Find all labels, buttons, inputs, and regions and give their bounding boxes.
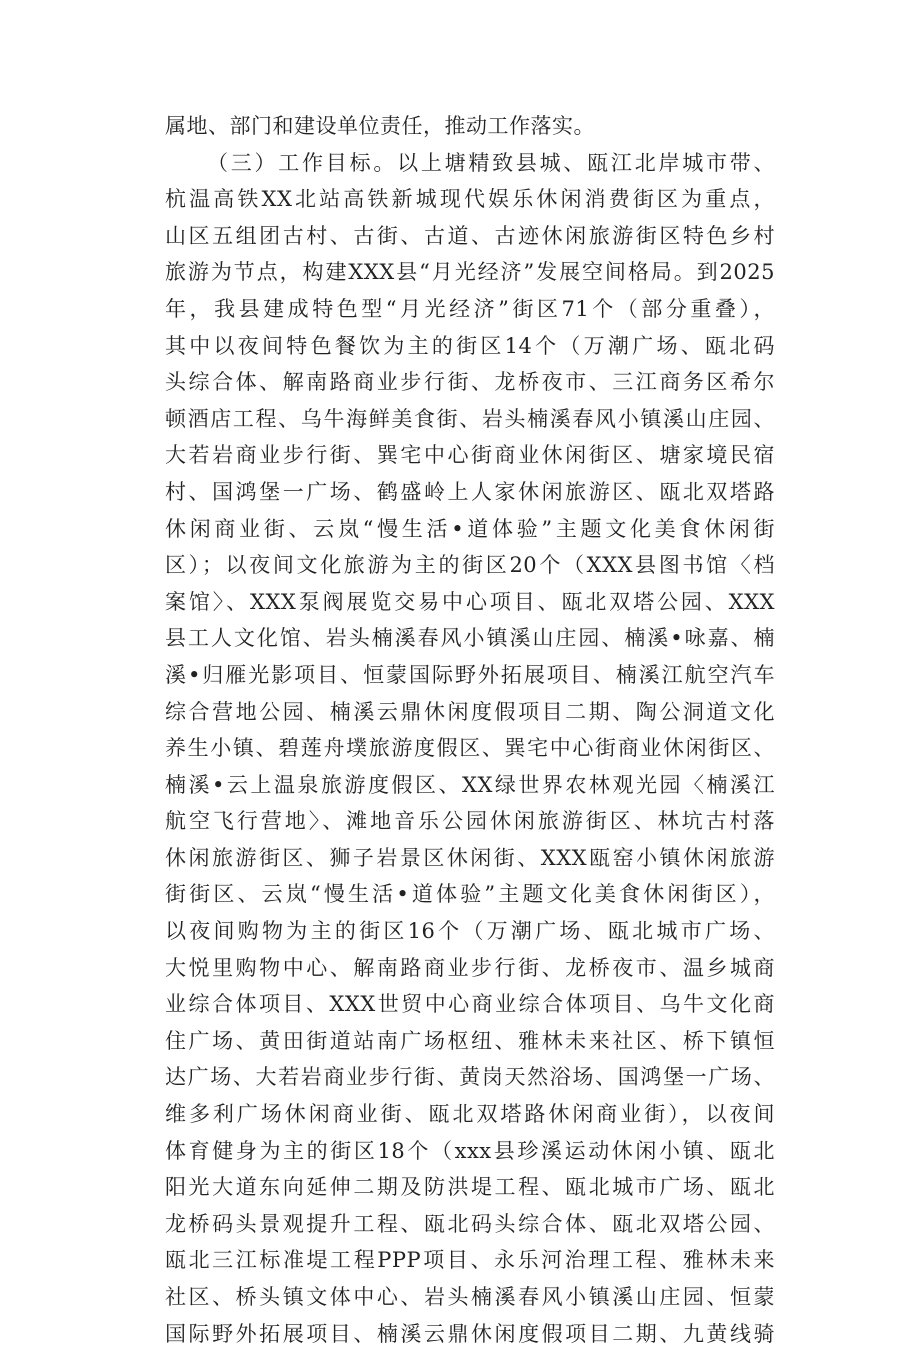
text-line: 大若岩商业步行街、巽宅中心街商业休闲街区、塘家境民宿 (165, 443, 775, 468)
text-line: 其中以夜间特色餐饮为主的街区14个（万潮广场、瓯北码 (165, 333, 775, 358)
body-text (165, 108, 775, 1352)
text-line: 头综合体、解南路商业步行街、龙桥夜市、三江商务区希尔 (165, 370, 775, 395)
text-line: 旅游为节点，构建XXX县“月光经济”发展空间格局。到2025 (165, 260, 775, 285)
text-line: 龙桥码头景观提升工程、瓯北码头综合体、瓯北双塔公园、 (165, 1211, 775, 1236)
text-line: 阳光大道东向延伸二期及防洪堤工程、瓯北城市广场、瓯北 (165, 1175, 775, 1200)
text-line: 休闲商业街、云岚“慢生活•道体验”主题文化美食休闲街 (165, 516, 775, 541)
text-line: 达广场、大若岩商业步行街、黄岗天然浴场、国鸿堡一广场、 (165, 1065, 775, 1090)
text-line: 国际野外拓展项目、楠溪云鼎休闲度假项目二期、九黄线骑 (165, 1321, 775, 1346)
text-line: 体育健身为主的街区18个（xxx县珍溪运动休闲小镇、瓯北 (165, 1138, 775, 1163)
text-line: 楠溪•云上温泉旅游度假区、XX绿世界农林观光园〈楠溪江 (165, 772, 775, 797)
text-line: 溪•归雁光影项目、恒蒙国际野外拓展项目、楠溪江航空汽车 (165, 662, 775, 687)
text-line: 大悦里购物中心、解南路商业步行街、龙桥夜市、温乡城商 (165, 955, 775, 980)
text-line: 山区五组团古村、古街、古道、古迹休闲旅游街区特色乡村 (165, 223, 775, 248)
text-line: 业综合体项目、XXX世贸中心商业综合体项目、乌牛文化商 (165, 992, 775, 1017)
text-line: 区）；以夜间文化旅游为主的街区20个（XXX县图书馆〈档 (165, 553, 775, 578)
text-line: 住广场、黄田街道站南广场枢纽、雅林未来社区、桥下镇恒 (165, 1028, 775, 1053)
text-line: 年，我县建成特色型“月光经济”街区71个（部分重叠）， (165, 296, 775, 321)
text-line: 属地、部门和建设单位责任，推动工作落实。 (165, 114, 595, 138)
text-line: 瓯北三江标准堤工程PPP项目、永乐河治理工程、雅林未来 (165, 1248, 775, 1273)
text-line: 社区、桥头镇文体中心、岩头楠溪春风小镇溪山庄园、恒蒙 (165, 1285, 775, 1309)
text-line: 维多利广场休闲商业街、瓯北双塔路休闲商业街），以夜间 (165, 1102, 775, 1127)
text-line: 综合营地公园、楠溪云鼎休闲度假项目二期、陶公洞道文化 (165, 699, 775, 724)
text-line: 顿酒店工程、乌牛海鲜美食街、岩头楠溪春风小镇溪山庄园、 (165, 406, 775, 431)
text-line: 街街区、云岚“慢生活•道体验”主题文化美食休闲街区）， (165, 882, 775, 907)
section-heading-line: （三）工作目标。以上塘精致县城、瓯江北岸城市带、 (207, 150, 775, 175)
text-line: 航空飞行营地〉、滩地音乐公园休闲旅游街区、林坑古村落 (165, 809, 775, 834)
text-line: 村、国鸿堡一广场、鹤盛岭上人家休闲旅游区、瓯北双塔路 (165, 479, 775, 504)
text-line: 休闲旅游街区、狮子岩景区休闲街、XXX瓯窑小镇休闲旅游 (165, 845, 775, 870)
text-line: 案馆〉、XXX泵阀展览交易中心项目、瓯北双塔公园、XXX (165, 589, 775, 614)
text-line: 养生小镇、碧莲舟墣旅游度假区、巽宅中心街商业休闲街区、 (165, 736, 775, 761)
text-line: 县工人文化馆、岩头楠溪春风小镇溪山庄园、楠溪•咏嘉、楠 (165, 626, 775, 651)
text-line: 杭温高铁XX北站高铁新城现代娱乐休闲消费街区为重点， (165, 187, 775, 212)
text-line: 以夜间购物为主的街区16个（万潮广场、瓯北城市广场、 (165, 919, 775, 944)
